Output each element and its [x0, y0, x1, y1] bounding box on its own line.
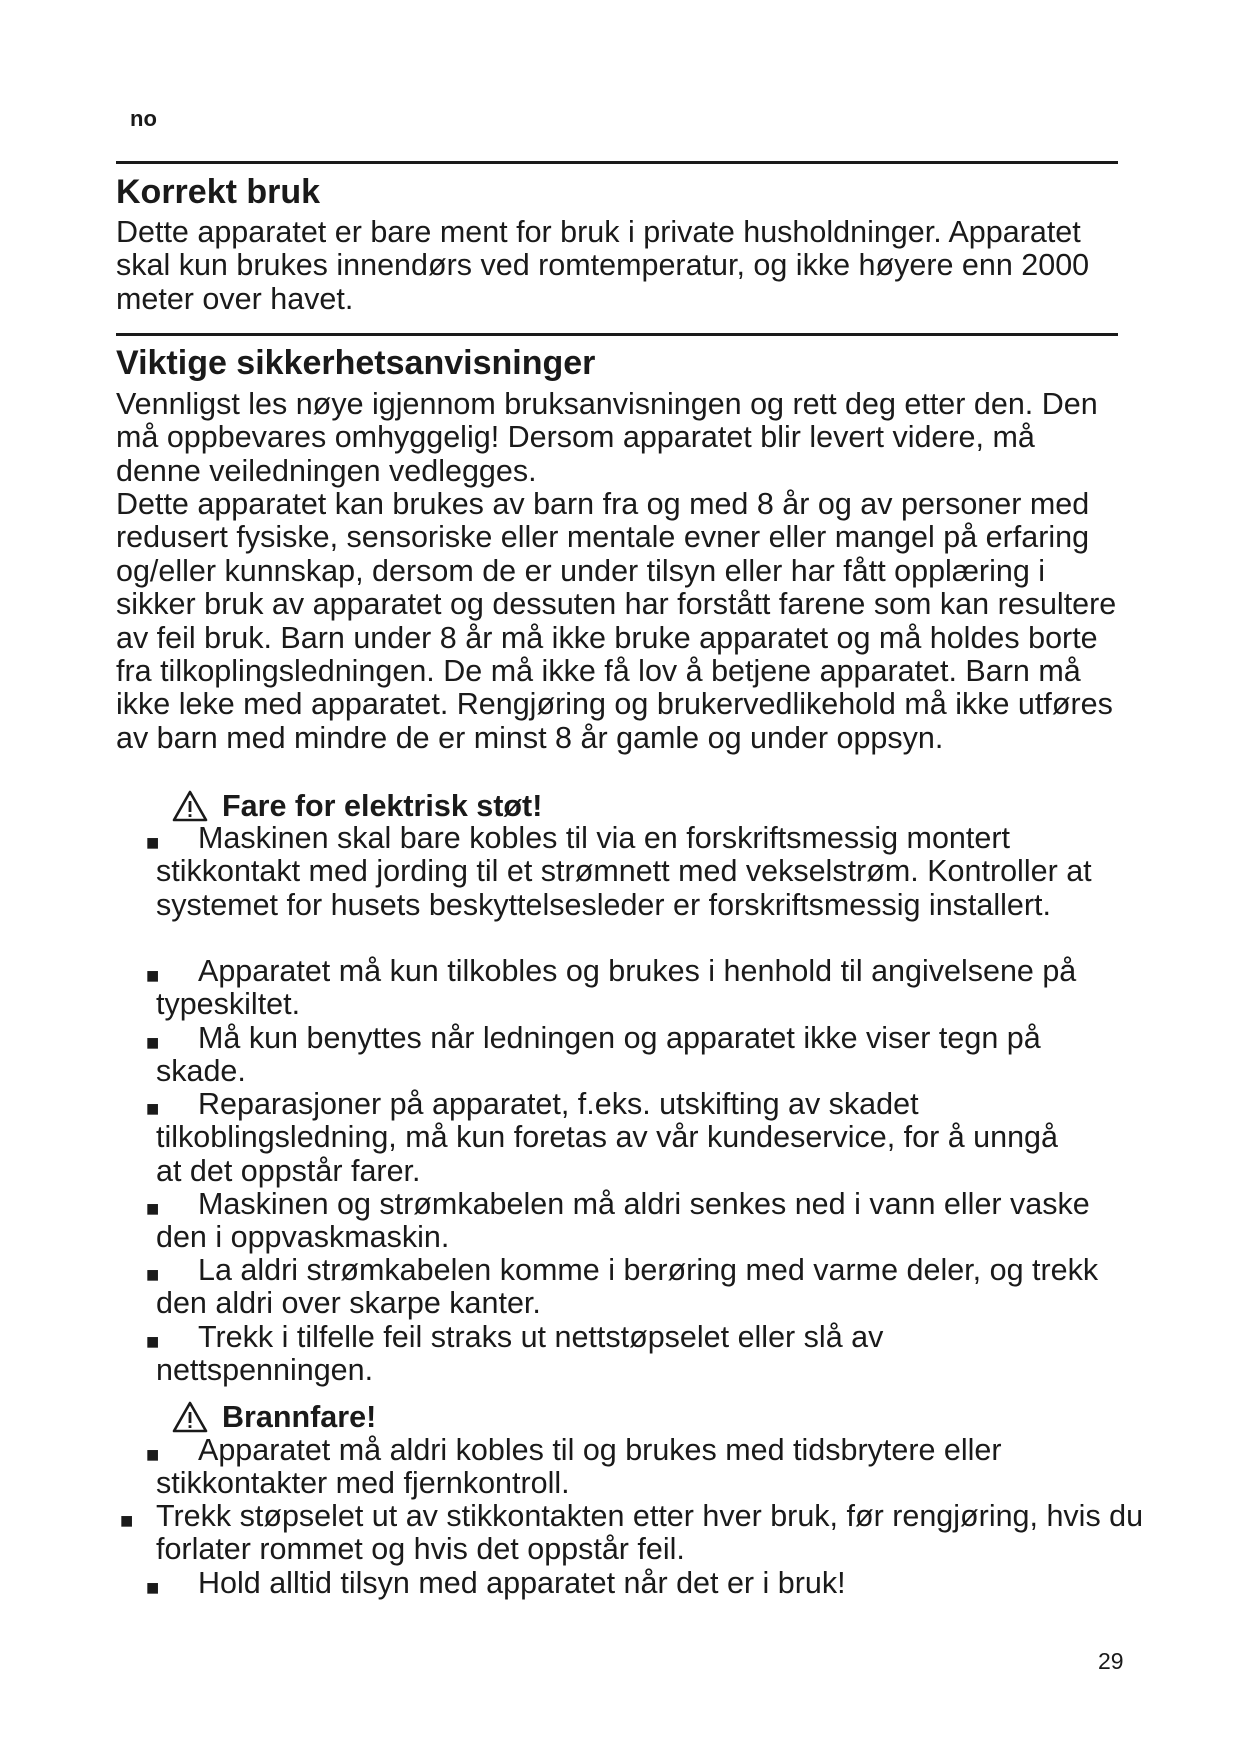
safety-children-paragraph: Dette apparatet kan brukes av barn fra og med 8 år og av personer med redusert fysiske, sensoriske eller mentale evner eller mangel på erfaring og/eller kunnskap, dersom de er under tilsyn eller har fått opplæring i sikker bruk av apparatet og dessuten har forstått farene som kan resultere av feil bruk. Barn under 8 år må ikke bruke apparatet og må holdes borte fra tilkoplingsledningen. De må ikke få lov å betjene apparatet. Barn må ikke leke med apparatet. Rengjøring og brukervedlikehold må ikke utføres av barn med mindre de er minst 8 år gamle og under oppsyn. [116, 487, 1117, 755]
bullet-square: ■ [146, 963, 160, 988]
warning-triangle-icon [172, 1401, 208, 1433]
list-item [120, 1499, 1146, 1567]
safety-intro-paragraph: Vennligst les nøye igjennom bruksanvisningen og rett deg etter den. Den må oppbevares omhyggelig! Dersom apparatet blir levert videre, må denne veiledningen vedlegges. [116, 387, 1098, 488]
list-item-text: Reparasjoner på apparatet, f.eks. utskifting av skadet tilkoblingsledning, må kun foretas av vår kundeservice, for å unngå at det oppstår farer. [156, 1087, 1058, 1188]
list-item-text: Maskinen og strømkabelen må aldri senkes ned i vann eller vaske den i oppvaskmaskin. [156, 1187, 1090, 1255]
list-item [146, 821, 1116, 922]
bullet-square: ■ [146, 1030, 160, 1055]
section-title-safety: Viktige sikkerhetsanvisninger [116, 344, 596, 382]
section-title-correct-use: Korrekt bruk [116, 173, 321, 211]
list-item-text: Apparatet må kun tilkobles og brukes i henhold til angivelsene på typeskiltet. [156, 954, 1077, 1022]
fire-warning-title: Brannfare! [222, 1400, 377, 1434]
section-divider [116, 333, 1118, 336]
bullet-square: ■ [146, 1575, 160, 1600]
bullet-square: ■ [120, 1508, 134, 1533]
section-divider [116, 161, 1118, 164]
list-item-text: Trekk i tilfelle feil straks ut nettstøpselet eller slå av nettspenningen. [156, 1320, 884, 1388]
list-item [146, 1187, 1106, 1255]
warning-triangle-icon [172, 790, 208, 822]
list-item [146, 1566, 1116, 1600]
list-item-text: Trekk støpselet ut av stikkontakten etter hver bruk, før rengjøring, hvis du forlater rommet og hvis det oppstår feil. [156, 1499, 1144, 1567]
bullet-square: ■ [146, 830, 160, 855]
list-item [146, 1253, 1116, 1321]
electric-warning-title: Fare for elektrisk støt! [222, 789, 543, 823]
list-item [146, 1021, 1136, 1089]
list-item [146, 1433, 1096, 1501]
bullet-square: ■ [146, 1096, 160, 1121]
list-item [146, 954, 1166, 1022]
bullet-square: ■ [146, 1442, 160, 1467]
list-item-text: Hold alltid tilsyn med apparatet når det er i bruk! [198, 1566, 846, 1600]
list-item-text: La aldri strømkabelen komme i berøring med varme deler, og trekk den aldri over skarpe kanter. [156, 1253, 1099, 1321]
bullet-square: ■ [146, 1196, 160, 1221]
list-item-text: Maskinen skal bare kobles til via en forskriftsmessig montert stikkontakt med jording til et strømnett med vekselstrøm. Kontroller at systemet for husets beskyttelsesleder er forskriftsmessig installert. [156, 821, 1092, 922]
correct-use-text: Dette apparatet er bare ment for bruk i private husholdninger. Apparatet skal kun brukes innendørs ved romtemperatur, og ikke høyere enn 2000 meter over havet. [116, 215, 1090, 316]
list-item-text: Apparatet må aldri kobles til og brukes med tidsbrytere eller stikkontakter med fjernkontroll. [156, 1433, 1002, 1501]
language-tag: no [130, 106, 157, 131]
list-item-text: Må kun benyttes når ledningen og apparatet ikke viser tegn på skade. [156, 1021, 1041, 1089]
electric-shock-warning [172, 789, 542, 823]
bullet-square: ■ [146, 1262, 160, 1287]
page-number: 29 [1098, 1648, 1124, 1674]
list-item [146, 1087, 1076, 1188]
bullet-square: ■ [146, 1329, 160, 1354]
fire-warning [172, 1400, 376, 1434]
list-item [146, 1320, 1096, 1388]
